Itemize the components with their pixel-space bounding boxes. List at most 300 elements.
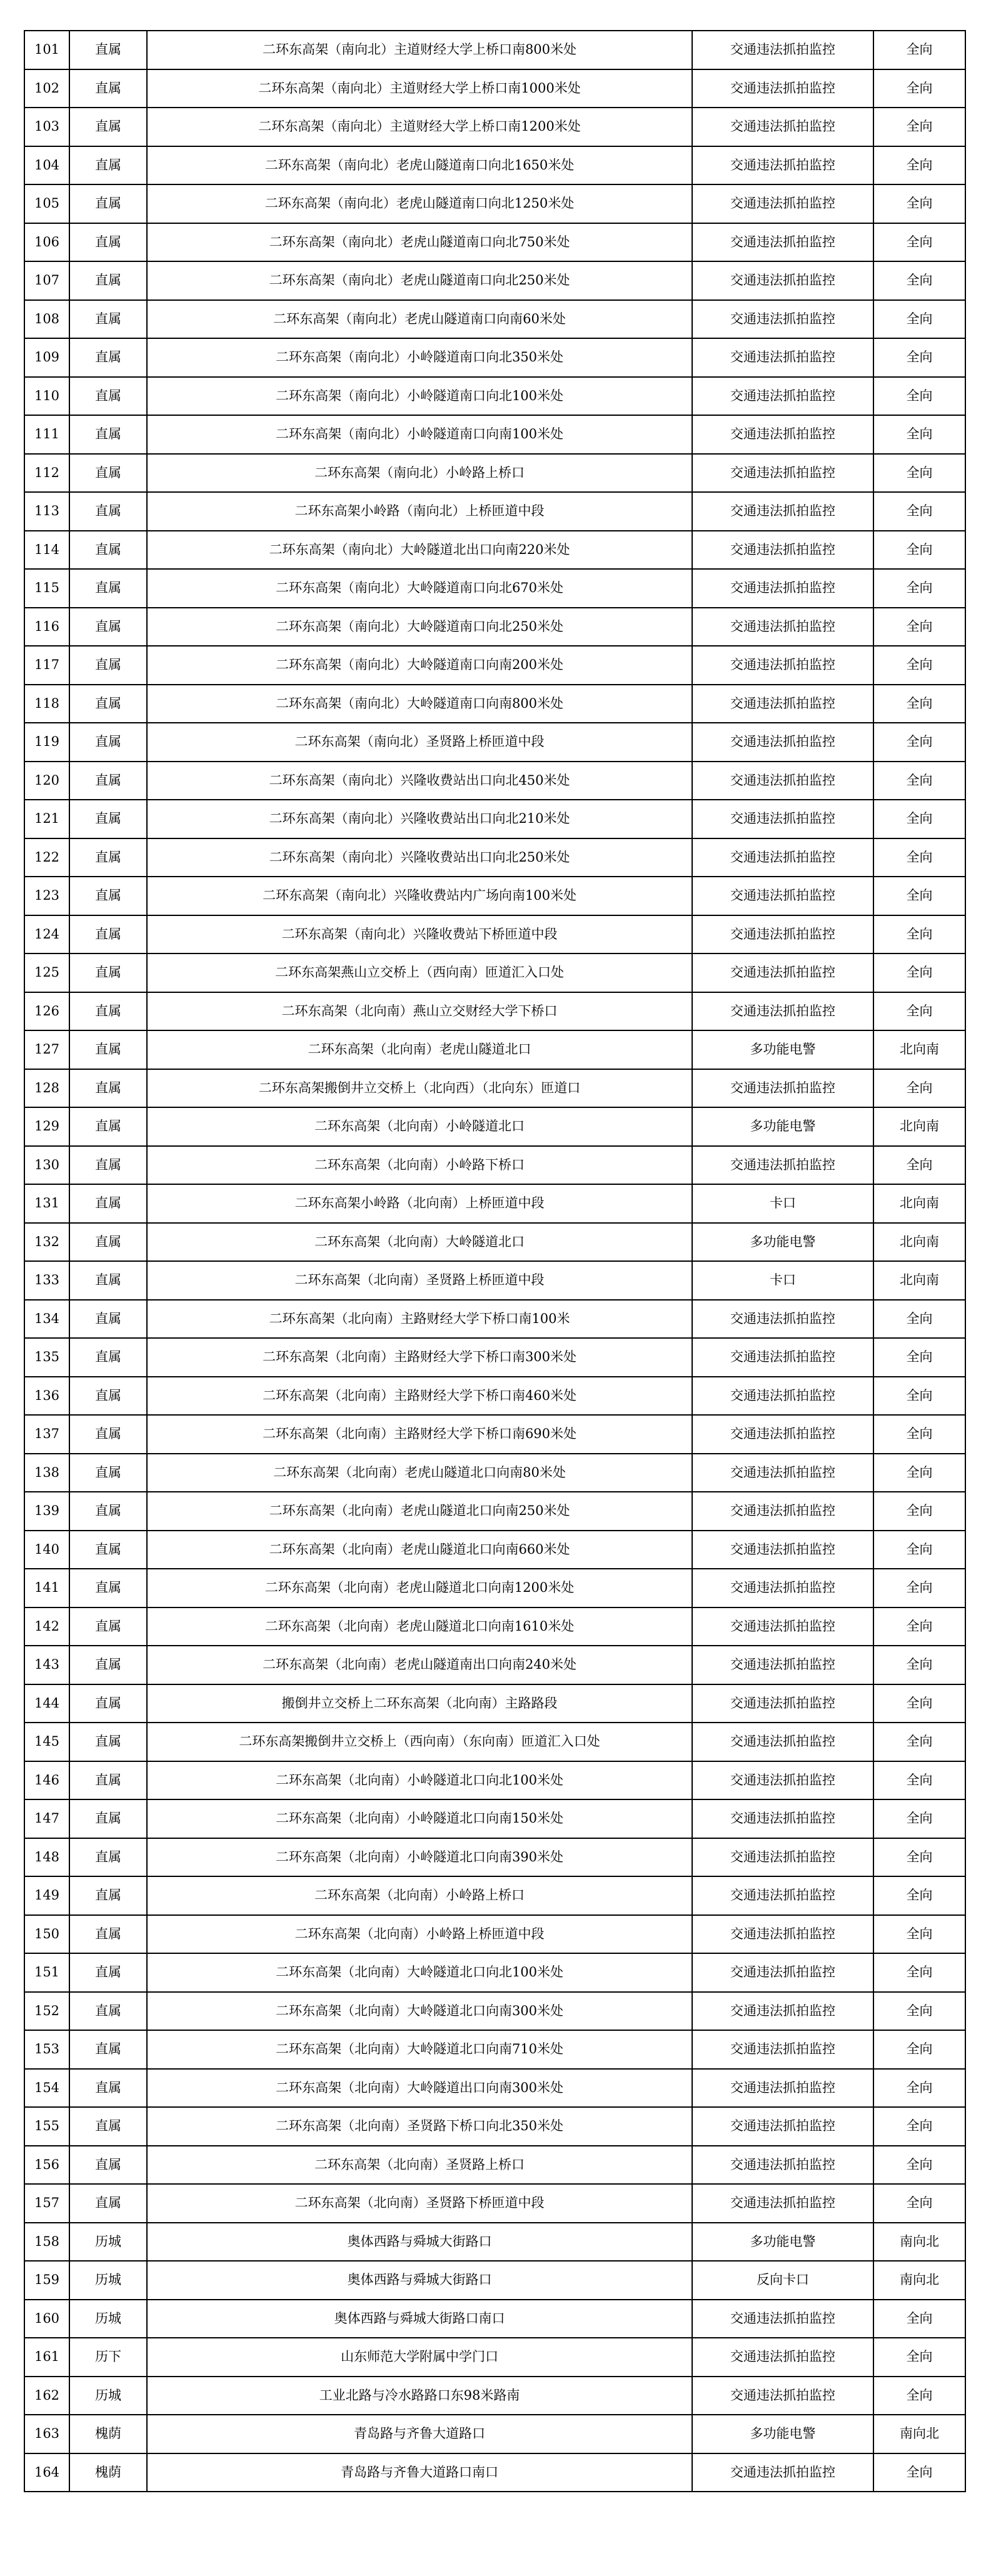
direction-cell: 全向 [873, 1300, 965, 1339]
unit-cell: 直属 [69, 146, 147, 185]
row-number-cell: 160 [24, 2300, 69, 2338]
device-type-cell: 交通违法抓拍监控 [692, 261, 873, 300]
device-type-cell: 交通违法抓拍监控 [692, 1953, 873, 1992]
unit-cell: 直属 [69, 1454, 147, 1492]
unit-cell: 直属 [69, 1646, 147, 1684]
direction-cell: 全向 [873, 223, 965, 262]
unit-cell: 直属 [69, 1223, 147, 1262]
direction-cell: 全向 [873, 184, 965, 223]
table-row [24, 2415, 965, 2453]
table-row [24, 1761, 965, 1800]
table-row [24, 1300, 965, 1339]
location-cell: 二环东高架（北向南）老虎山隧道北口向南250米处 [147, 1492, 692, 1531]
location-cell: 二环东高架（北向南）圣贤路上桥匝道中段 [147, 1261, 692, 1300]
location-cell: 二环东高架（南向北）小岭隧道南口向南100米处 [147, 415, 692, 454]
location-cell: 二环东高架（南向北）老虎山隧道南口向北750米处 [147, 223, 692, 262]
direction-cell: 全向 [873, 2184, 965, 2223]
unit-cell: 直属 [69, 184, 147, 223]
location-cell: 二环东高架（北向南）主路财经大学下桥口南460米处 [147, 1377, 692, 1416]
device-type-cell: 交通违法抓拍监控 [692, 1607, 873, 1646]
row-number-cell: 140 [24, 1531, 69, 1569]
unit-cell: 直属 [69, 1338, 147, 1377]
table-row [24, 2377, 965, 2415]
direction-cell: 全向 [873, 300, 965, 339]
row-number-cell: 128 [24, 1069, 69, 1108]
unit-cell: 直属 [69, 300, 147, 339]
table-row [24, 1146, 965, 1185]
location-cell: 二环东高架（南向北）小岭路上桥口 [147, 454, 692, 493]
unit-cell: 历城 [69, 2223, 147, 2262]
unit-cell: 直属 [69, 1723, 147, 1761]
table-row [24, 608, 965, 647]
direction-cell: 全向 [873, 569, 965, 608]
row-number-cell: 152 [24, 1992, 69, 2031]
unit-cell: 直属 [69, 838, 147, 877]
unit-cell: 直属 [69, 377, 147, 416]
location-cell: 二环东高架（南向北）兴隆收费站下桥匝道中段 [147, 915, 692, 954]
direction-cell: 北向南 [873, 1184, 965, 1223]
direction-cell: 全向 [873, 1377, 965, 1416]
table-row [24, 838, 965, 877]
table-row [24, 300, 965, 339]
device-type-cell: 交通违法抓拍监控 [692, 108, 873, 146]
location-cell: 二环东高架（北向南）小岭隧道北口 [147, 1107, 692, 1146]
table-row [24, 415, 965, 454]
location-cell: 二环东高架（北向南）小岭隧道北口向南390米处 [147, 1838, 692, 1877]
unit-cell: 直属 [69, 1069, 147, 1108]
device-type-cell: 交通违法抓拍监控 [692, 69, 873, 108]
table-row [24, 2069, 965, 2108]
row-number-cell: 148 [24, 1838, 69, 1877]
location-cell: 二环东高架（北向南）大岭隧道北口向南300米处 [147, 1992, 692, 2031]
table-row [24, 800, 965, 838]
table-row [24, 1184, 965, 1223]
direction-cell: 全向 [873, 415, 965, 454]
direction-cell: 全向 [873, 992, 965, 1031]
location-cell: 搬倒井立交桥上二环东高架（北向南）主路路段 [147, 1684, 692, 1723]
table-row [24, 2107, 965, 2146]
table-row [24, 646, 965, 685]
unit-cell: 直属 [69, 2107, 147, 2146]
location-cell: 二环东高架（南向北）老虎山隧道南口向北250米处 [147, 261, 692, 300]
table-row [24, 2146, 965, 2185]
device-type-cell: 交通违法抓拍监控 [692, 1992, 873, 2031]
direction-cell: 全向 [873, 1953, 965, 1992]
row-number-cell: 145 [24, 1723, 69, 1761]
device-type-cell: 多功能电警 [692, 2415, 873, 2453]
device-type-cell: 交通违法抓拍监控 [692, 1646, 873, 1684]
device-type-cell: 交通违法抓拍监控 [692, 762, 873, 800]
direction-cell: 全向 [873, 685, 965, 723]
device-type-cell: 交通违法抓拍监控 [692, 1876, 873, 1915]
device-type-cell: 交通违法抓拍监控 [692, 1684, 873, 1723]
row-number-cell: 126 [24, 992, 69, 1031]
device-type-cell: 多功能电警 [692, 1223, 873, 1262]
direction-cell: 全向 [873, 1876, 965, 1915]
table-row [24, 1415, 965, 1454]
row-number-cell: 153 [24, 2030, 69, 2069]
row-number-cell: 149 [24, 1876, 69, 1915]
direction-cell: 南向北 [873, 2415, 965, 2453]
location-cell: 二环东高架（北向南）大岭隧道北口向南710米处 [147, 2030, 692, 2069]
table-row [24, 1569, 965, 1607]
table-row [24, 377, 965, 416]
location-cell: 二环东高架（南向北）老虎山隧道南口向北1250米处 [147, 184, 692, 223]
direction-cell: 全向 [873, 2069, 965, 2108]
device-type-cell: 交通违法抓拍监控 [692, 1492, 873, 1531]
location-cell: 二环东高架（北向南）老虎山隧道北口向南80米处 [147, 1454, 692, 1492]
unit-cell: 直属 [69, 1300, 147, 1339]
row-number-cell: 109 [24, 338, 69, 377]
row-number-cell: 135 [24, 1338, 69, 1377]
unit-cell: 历下 [69, 2338, 147, 2377]
unit-cell: 直属 [69, 1261, 147, 1300]
location-cell: 奥体西路与舜城大街路口 [147, 2261, 692, 2300]
device-type-cell: 交通违法抓拍监控 [692, 800, 873, 838]
direction-cell: 全向 [873, 1684, 965, 1723]
device-type-cell: 交通违法抓拍监控 [692, 2300, 873, 2338]
table-row [24, 223, 965, 262]
device-type-cell: 交通违法抓拍监控 [692, 1799, 873, 1838]
row-number-cell: 112 [24, 454, 69, 493]
unit-cell: 槐荫 [69, 2453, 147, 2492]
unit-cell: 直属 [69, 31, 147, 69]
location-cell: 二环东高架（北向南）主路财经大学下桥口南300米处 [147, 1338, 692, 1377]
row-number-cell: 127 [24, 1030, 69, 1069]
location-cell: 二环东高架（北向南）圣贤路下桥匝道中段 [147, 2184, 692, 2223]
table-row [24, 877, 965, 915]
row-number-cell: 119 [24, 723, 69, 762]
table-row [24, 2338, 965, 2377]
device-type-cell: 交通违法抓拍监控 [692, 685, 873, 723]
unit-cell: 直属 [69, 762, 147, 800]
direction-cell: 全向 [873, 1415, 965, 1454]
device-type-cell: 交通违法抓拍监控 [692, 338, 873, 377]
location-cell: 二环东高架（北向南）大岭隧道北口 [147, 1223, 692, 1262]
row-number-cell: 110 [24, 377, 69, 416]
location-cell: 二环东高架（北向南）大岭隧道出口向南300米处 [147, 2069, 692, 2108]
device-type-cell: 交通违法抓拍监控 [692, 569, 873, 608]
table-row [24, 1030, 965, 1069]
table-row [24, 723, 965, 762]
device-type-cell: 交通违法抓拍监控 [692, 1069, 873, 1108]
location-cell: 二环东高架（北向南）小岭隧道北口向南150米处 [147, 1799, 692, 1838]
direction-cell: 全向 [873, 2453, 965, 2492]
location-cell: 二环东高架（南向北）小岭隧道南口向北350米处 [147, 338, 692, 377]
table-row [24, 1992, 965, 2031]
device-type-cell: 交通违法抓拍监控 [692, 838, 873, 877]
location-cell: 二环东高架（南向北）老虎山隧道南口向北1650米处 [147, 146, 692, 185]
direction-cell: 全向 [873, 261, 965, 300]
direction-cell: 全向 [873, 723, 965, 762]
device-type-cell: 交通违法抓拍监控 [692, 723, 873, 762]
direction-cell: 全向 [873, 2146, 965, 2185]
device-type-cell: 交通违法抓拍监控 [692, 31, 873, 69]
device-type-cell: 交通违法抓拍监控 [692, 1531, 873, 1569]
location-cell: 二环东高架（北向南）老虎山隧道北口 [147, 1030, 692, 1069]
table-row [24, 1338, 965, 1377]
direction-cell: 全向 [873, 1531, 965, 1569]
location-cell: 二环东高架（南向北）大岭隧道南口向北250米处 [147, 608, 692, 647]
device-type-cell: 交通违法抓拍监控 [692, 2069, 873, 2108]
unit-cell: 直属 [69, 1531, 147, 1569]
row-number-cell: 156 [24, 2146, 69, 2185]
table-row [24, 69, 965, 108]
direction-cell: 全向 [873, 1607, 965, 1646]
row-number-cell: 130 [24, 1146, 69, 1185]
device-type-cell: 交通违法抓拍监控 [692, 1915, 873, 1954]
location-cell: 二环东高架（南向北）兴隆收费站出口向北450米处 [147, 762, 692, 800]
unit-cell: 直属 [69, 492, 147, 531]
direction-cell: 全向 [873, 608, 965, 647]
device-type-cell: 交通违法抓拍监控 [692, 1338, 873, 1377]
row-number-cell: 150 [24, 1915, 69, 1954]
row-number-cell: 113 [24, 492, 69, 531]
row-number-cell: 144 [24, 1684, 69, 1723]
row-number-cell: 141 [24, 1569, 69, 1607]
unit-cell: 直属 [69, 1107, 147, 1146]
unit-cell: 直属 [69, 608, 147, 647]
device-type-cell: 交通违法抓拍监控 [692, 915, 873, 954]
device-type-cell: 交通违法抓拍监控 [692, 646, 873, 685]
direction-cell: 全向 [873, 1723, 965, 1761]
row-number-cell: 131 [24, 1184, 69, 1223]
unit-cell: 历城 [69, 2300, 147, 2338]
device-type-cell: 交通违法抓拍监控 [692, 2377, 873, 2415]
table-row [24, 1223, 965, 1262]
unit-cell: 直属 [69, 338, 147, 377]
device-type-cell: 交通违法抓拍监控 [692, 1146, 873, 1185]
table-row [24, 1069, 965, 1108]
unit-cell: 直属 [69, 1684, 147, 1723]
location-cell: 二环东高架（南向北）大岭隧道南口向南200米处 [147, 646, 692, 685]
device-type-cell: 交通违法抓拍监控 [692, 1569, 873, 1607]
table-row [24, 1915, 965, 1954]
device-type-cell: 交通违法抓拍监控 [692, 377, 873, 416]
row-number-cell: 164 [24, 2453, 69, 2492]
location-cell: 二环东高架（南向北）主道财经大学上桥口南1000米处 [147, 69, 692, 108]
direction-cell: 全向 [873, 762, 965, 800]
direction-cell: 全向 [873, 531, 965, 570]
unit-cell: 历城 [69, 2261, 147, 2300]
unit-cell: 直属 [69, 1992, 147, 2031]
unit-cell: 历城 [69, 2377, 147, 2415]
row-number-cell: 103 [24, 108, 69, 146]
direction-cell: 全向 [873, 1838, 965, 1877]
device-type-cell: 交通违法抓拍监控 [692, 2030, 873, 2069]
table-body [24, 31, 965, 2492]
direction-cell: 南向北 [873, 2223, 965, 2262]
device-type-cell: 交通违法抓拍监控 [692, 223, 873, 262]
row-number-cell: 106 [24, 223, 69, 262]
device-type-cell: 交通违法抓拍监控 [692, 1838, 873, 1877]
device-type-cell: 交通违法抓拍监控 [692, 454, 873, 493]
unit-cell: 直属 [69, 992, 147, 1031]
table-row [24, 1531, 965, 1569]
location-cell: 二环东高架（南向北）兴隆收费站出口向北250米处 [147, 838, 692, 877]
row-number-cell: 124 [24, 915, 69, 954]
table-row [24, 31, 965, 69]
row-number-cell: 157 [24, 2184, 69, 2223]
direction-cell: 全向 [873, 1992, 965, 2031]
unit-cell: 直属 [69, 69, 147, 108]
unit-cell: 直属 [69, 1761, 147, 1800]
device-type-cell: 交通违法抓拍监控 [692, 531, 873, 570]
location-cell: 二环东高架（南向北）兴隆收费站出口向北210米处 [147, 800, 692, 838]
row-number-cell: 136 [24, 1377, 69, 1416]
row-number-cell: 111 [24, 415, 69, 454]
device-type-cell: 交通违法抓拍监控 [692, 300, 873, 339]
direction-cell: 全向 [873, 338, 965, 377]
row-number-cell: 118 [24, 685, 69, 723]
direction-cell: 全向 [873, 31, 965, 69]
direction-cell: 全向 [873, 838, 965, 877]
location-cell: 二环东高架（北向南）主路财经大学下桥口南690米处 [147, 1415, 692, 1454]
table-row [24, 762, 965, 800]
row-number-cell: 154 [24, 2069, 69, 2108]
location-cell: 二环东高架（南向北）小岭隧道南口向北100米处 [147, 377, 692, 416]
row-number-cell: 142 [24, 1607, 69, 1646]
unit-cell: 直属 [69, 877, 147, 915]
row-number-cell: 133 [24, 1261, 69, 1300]
location-cell: 二环东高架（北向南）小岭隧道北口向北100米处 [147, 1761, 692, 1800]
location-cell: 二环东高架（北向南）老虎山隧道北口向南1200米处 [147, 1569, 692, 1607]
direction-cell: 全向 [873, 69, 965, 108]
unit-cell: 直属 [69, 915, 147, 954]
device-type-cell: 交通违法抓拍监控 [692, 184, 873, 223]
device-type-cell: 交通违法抓拍监控 [692, 877, 873, 915]
location-cell: 二环东高架（北向南）主路财经大学下桥口南100米 [147, 1300, 692, 1339]
location-cell: 二环东高架搬倒井立交桥上（北向西）（北向东）匝道口 [147, 1069, 692, 1108]
row-number-cell: 143 [24, 1646, 69, 1684]
direction-cell: 北向南 [873, 1261, 965, 1300]
location-cell: 二环东高架（北向南）大岭隧道北口向北100米处 [147, 1953, 692, 1992]
unit-cell: 直属 [69, 1377, 147, 1416]
row-number-cell: 161 [24, 2338, 69, 2377]
unit-cell: 直属 [69, 723, 147, 762]
location-cell: 奥体西路与舜城大街路口 [147, 2223, 692, 2262]
table-row [24, 1953, 965, 1992]
location-cell: 青岛路与齐鲁大道路口 [147, 2415, 692, 2453]
direction-cell: 全向 [873, 1799, 965, 1838]
device-type-cell: 交通违法抓拍监控 [692, 1377, 873, 1416]
direction-cell: 全向 [873, 1646, 965, 1684]
table-row [24, 261, 965, 300]
table-row [24, 2300, 965, 2338]
device-type-cell: 交通违法抓拍监控 [692, 492, 873, 531]
row-number-cell: 116 [24, 608, 69, 647]
row-number-cell: 163 [24, 2415, 69, 2453]
location-cell: 山东师范大学附属中学门口 [147, 2338, 692, 2377]
unit-cell: 直属 [69, 223, 147, 262]
location-cell: 青岛路与齐鲁大道路口南口 [147, 2453, 692, 2492]
unit-cell: 直属 [69, 1953, 147, 1992]
direction-cell: 全向 [873, 1569, 965, 1607]
location-cell: 二环东高架小岭路（北向南）上桥匝道中段 [147, 1184, 692, 1223]
table-row [24, 2030, 965, 2069]
table-row [24, 1876, 965, 1915]
row-number-cell: 121 [24, 800, 69, 838]
location-cell: 二环东高架（北向南）老虎山隧道南出口向南240米处 [147, 1646, 692, 1684]
location-cell: 二环东高架燕山立交桥上（西向南）匝道汇入口处 [147, 953, 692, 992]
device-type-cell: 交通违法抓拍监控 [692, 415, 873, 454]
device-type-cell: 反向卡口 [692, 2261, 873, 2300]
row-number-cell: 158 [24, 2223, 69, 2262]
table-row [24, 2453, 965, 2492]
table-row [24, 992, 965, 1031]
direction-cell: 北向南 [873, 1223, 965, 1262]
location-cell: 二环东高架（北向南）圣贤路上桥口 [147, 2146, 692, 2185]
device-type-cell: 交通违法抓拍监控 [692, 1415, 873, 1454]
unit-cell: 直属 [69, 108, 147, 146]
device-type-cell: 交通违法抓拍监控 [692, 2453, 873, 2492]
direction-cell: 全向 [873, 2300, 965, 2338]
unit-cell: 直属 [69, 1146, 147, 1185]
direction-cell: 全向 [873, 1338, 965, 1377]
table-row [24, 1454, 965, 1492]
direction-cell: 南向北 [873, 2261, 965, 2300]
device-type-cell: 交通违法抓拍监控 [692, 2184, 873, 2223]
table-row [24, 685, 965, 723]
table-row [24, 454, 965, 493]
unit-cell: 直属 [69, 2184, 147, 2223]
table-row [24, 531, 965, 570]
unit-cell: 直属 [69, 1876, 147, 1915]
row-number-cell: 137 [24, 1415, 69, 1454]
unit-cell: 直属 [69, 1415, 147, 1454]
device-type-cell: 多功能电警 [692, 1107, 873, 1146]
row-number-cell: 105 [24, 184, 69, 223]
row-number-cell: 132 [24, 1223, 69, 1262]
table-row [24, 2184, 965, 2223]
device-type-cell: 交通违法抓拍监控 [692, 953, 873, 992]
device-type-cell: 交通违法抓拍监控 [692, 1454, 873, 1492]
device-type-cell: 交通违法抓拍监控 [692, 1723, 873, 1761]
table-row [24, 1261, 965, 1300]
row-number-cell: 107 [24, 261, 69, 300]
direction-cell: 全向 [873, 1761, 965, 1800]
device-type-cell: 多功能电警 [692, 1030, 873, 1069]
table-row [24, 2261, 965, 2300]
direction-cell: 全向 [873, 454, 965, 493]
location-cell: 奥体西路与舜城大街路口南口 [147, 2300, 692, 2338]
location-cell: 二环东高架搬倒井立交桥上（西向南）（东向南）匝道汇入口处 [147, 1723, 692, 1761]
table-row [24, 1684, 965, 1723]
unit-cell: 直属 [69, 1915, 147, 1954]
device-type-cell: 多功能电警 [692, 2223, 873, 2262]
device-type-cell: 交通违法抓拍监控 [692, 1300, 873, 1339]
row-number-cell: 115 [24, 569, 69, 608]
table-row [24, 338, 965, 377]
unit-cell: 直属 [69, 1492, 147, 1531]
direction-cell: 全向 [873, 877, 965, 915]
row-number-cell: 134 [24, 1300, 69, 1339]
table-row [24, 1723, 965, 1761]
device-type-cell: 交通违法抓拍监控 [692, 2107, 873, 2146]
table-row [24, 108, 965, 146]
row-number-cell: 125 [24, 953, 69, 992]
direction-cell: 全向 [873, 2338, 965, 2377]
unit-cell: 直属 [69, 1030, 147, 1069]
location-cell: 二环东高架（北向南）小岭路上桥匝道中段 [147, 1915, 692, 1954]
direction-cell: 全向 [873, 1069, 965, 1108]
device-type-cell: 交通违法抓拍监控 [692, 2146, 873, 2185]
row-number-cell: 162 [24, 2377, 69, 2415]
row-number-cell: 101 [24, 31, 69, 69]
unit-cell: 直属 [69, 953, 147, 992]
direction-cell: 全向 [873, 2030, 965, 2069]
unit-cell: 槐荫 [69, 2415, 147, 2453]
